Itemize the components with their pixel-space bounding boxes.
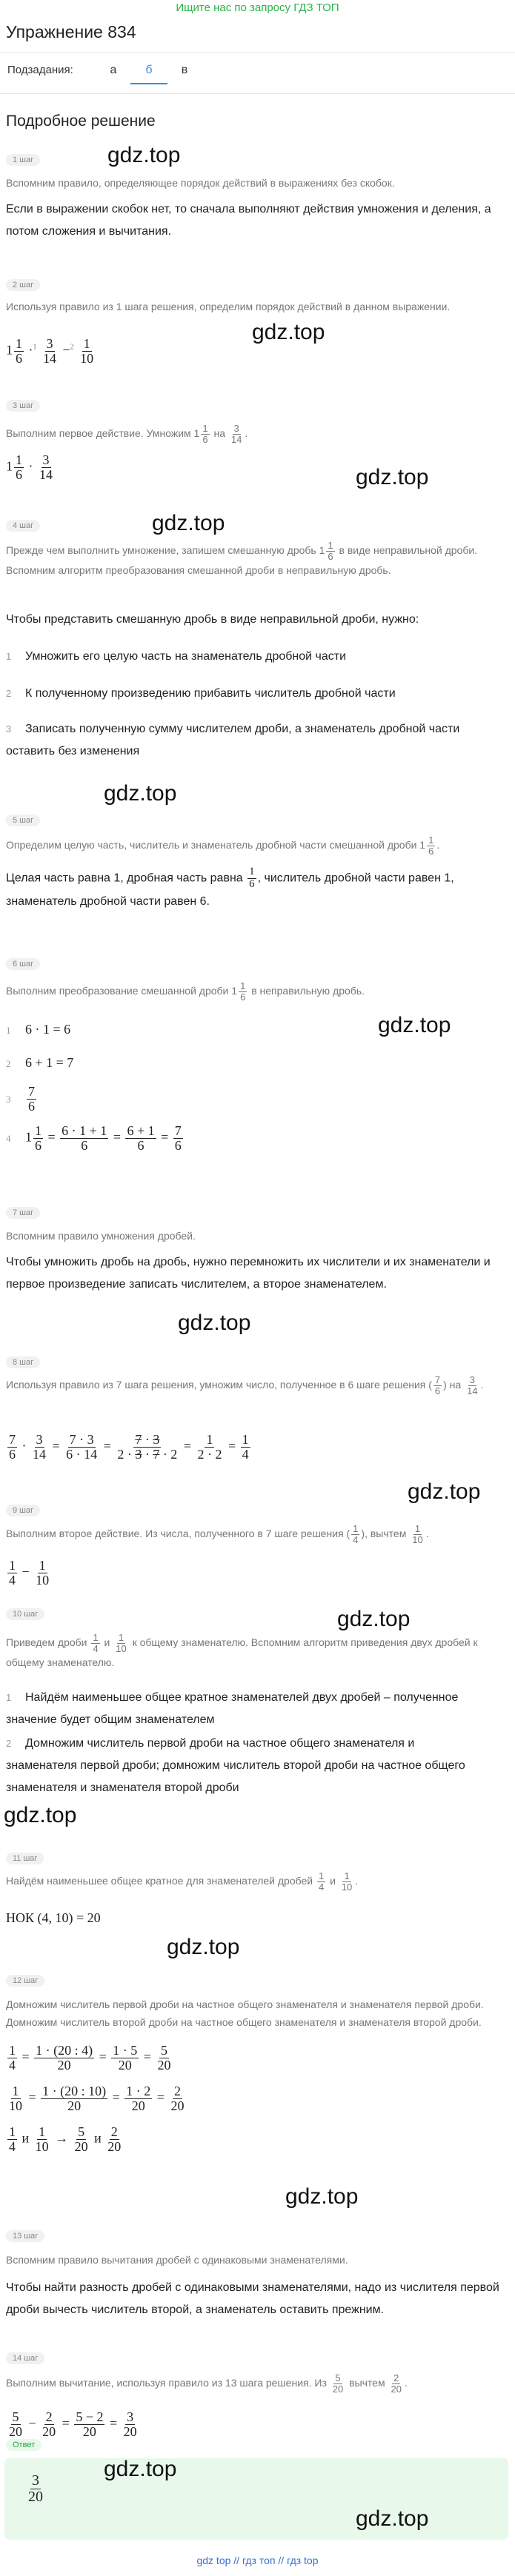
step-badge: 12 шаг: [6, 1973, 44, 1987]
step-muted-text: Вспомним правило вычитания дробей с одинаковыми знаменателями.: [6, 2254, 348, 2266]
answer-box: [4, 2458, 508, 2540]
step-muted-text: Используя правило из 1 шага решения, определим порядок действий в данном выражении.: [6, 301, 451, 312]
watermark: gdz.top: [104, 781, 177, 806]
rule-text: Чтобы найти разность дробей с одинаковыми знаменателями, надо из числителя первой дроби вычесть числитель второй, а знаменатель оставить прежним.: [6, 2281, 499, 2316]
divider: [0, 52, 515, 53]
calc-line: 3 $\frac{7}{6}$: [6, 1084, 35, 1114]
expression: $\frac{1}{4}$ − $\frac{1}{10}$: [9, 1558, 50, 1588]
subtasks-label: Подзадания:: [7, 64, 73, 76]
answer-badge: Ответ: [6, 2438, 41, 2451]
calc-line: $\frac{1}{4}$ и $\frac{1}{10}$ → $\frac{5}{20}$ и $\frac{2}{20}$: [9, 2124, 122, 2154]
watermark: gdz.top: [178, 1311, 251, 1335]
watermark: gdz.top: [104, 2457, 177, 2481]
solution-title: Подробное решение: [6, 113, 156, 130]
calc-line: 2 6 + 1 = 7: [6, 1055, 74, 1070]
watermark: gdz.top: [107, 143, 181, 167]
step-muted-text: Приведем дроби $\frac{1}{4}$ и $\frac{1}{10}$ к общему знаменателю. Вспомним алгоритм приведения двух дробей к общему знаменателю.: [6, 1632, 478, 1669]
step-badge: 2 шаг: [6, 278, 40, 291]
rule-text: Целая часть равна 1, дробная часть равна $\frac{1}{6}$ , числитель дробной части равен 1, знаменатель дробной части равен 6.: [6, 866, 454, 908]
step-badge: 9 шаг: [6, 1503, 40, 1516]
divider: [0, 93, 515, 94]
step-muted-text: Выполним преобразование смешанной дроби 1 $\frac{1}{6}$ в неправильную дробь.: [6, 980, 365, 1003]
step-muted-text: Выполним второе действие. Из числа, полученного в 7 шаге решения ( $\frac{1}{4}$ ), вычтем $\frac{1}{10}$ .: [6, 1523, 429, 1545]
watermark: gdz.top: [152, 511, 225, 535]
step-muted-text: Вспомним правило умножения дробей.: [6, 1230, 196, 1242]
calc-line: 4 1 $\frac{1}{6}$ = $\frac{6 \cdot 1 + 1}{6}$ = $\frac{6 + 1}{6}$ = $\frac{7}{6}$: [6, 1123, 182, 1153]
expression: 1 $\frac{1}{6}$ · $\frac{3}{14}$: [6, 452, 53, 482]
top-banner[interactable]: Ищите нас по запросу ГДЗ ТОП: [176, 1, 339, 14]
step-badge: 14 шаг: [6, 2351, 44, 2364]
step-badge: 6 шаг: [6, 957, 40, 970]
lcm-line: НОК (4, 10) = 20: [6, 1910, 101, 1925]
tab-a[interactable]: а: [110, 64, 117, 76]
step-badge: 5 шаг: [6, 813, 40, 826]
expression: 1 $\frac{1}{6}$ ·$^1$ $\frac{3}{14}$ −$^2$ $\frac{1}{10}$: [6, 336, 94, 366]
watermark: gdz.top: [4, 1803, 77, 1827]
step-muted-text: Домножим числитель первой дроби на частное общего знаменателя и знаменателя первой дроби. Домножим числитель второй дроби на частное общего знаменателя и знаменателя второй дроби.: [6, 1998, 484, 2028]
step-muted-text: Используя правило из 7 шага решения, умножим число, полученное в 6 шаге решения ( $\frac{7}{6}$ ) на $\frac{3}{14}$ .: [6, 1374, 484, 1396]
tab-v[interactable]: в: [181, 64, 188, 76]
calc-line: $\frac{1}{4}$ = $\frac{1 \cdot (20 : 4)}{20}$ = $\frac{1 \cdot 5}{20}$ = $\frac{5}{20}$: [9, 2043, 171, 2072]
step-badge: 10 шаг: [6, 1607, 44, 1620]
step-badge: 13 шаг: [6, 2229, 44, 2242]
step-muted-text: Выполним первое действие. Умножим 1 $\frac{1}{6}$ на $\frac{3}{14}$ .: [6, 423, 248, 445]
footer-links[interactable]: gdz top // гдз топ // гдз top: [196, 2555, 319, 2566]
watermark: gdz.top: [378, 1013, 451, 1037]
watermark: gdz.top: [252, 320, 325, 344]
list-item: 2 Домножим числитель первой дроби на частное общего знаменателя и знаменателя первой дроби; домножим числитель второй дроби на частное общего знаменателя и знаменателя второй дроби: [6, 1737, 465, 1794]
step-muted-text: Выполним вычитание, используя правило из 13 шага решения. Из $\frac{5}{20}$ вычтем $\frac{2}{20}$ .: [6, 2372, 408, 2395]
step-muted-text: Вспомним правило, определяющее порядок действий в выражениях без скобок.: [6, 177, 395, 189]
answer-value: $\frac{3}{20}$: [28, 2472, 43, 2505]
rule-text: Чтобы представить смешанную дробь в виде неправильной дроби, нужно:: [6, 613, 419, 626]
step-badge: 7 шаг: [6, 1205, 40, 1219]
watermark: gdz.top: [285, 2184, 359, 2209]
watermark: gdz.top: [337, 1607, 411, 1631]
calc-line: 1 6 · 1 = 6: [6, 1022, 71, 1037]
list-item: 1 Умножить его целую часть на знаменатель дробной части: [6, 650, 347, 663]
watermark: gdz.top: [167, 1935, 240, 1959]
expression: $\frac{5}{20}$ − $\frac{2}{20}$ = $\frac{5 - 2}{20}$ = $\frac{3}{20}$: [9, 2409, 137, 2439]
list-item: 3 Записать полученную сумму числителем дроби, а знаменатель дробной части оставить без изменения: [6, 723, 460, 757]
step-muted-text: Прежде чем выполнить умножение, запишем смешанную дробь 1 $\frac{1}{6}$ в виде неправильной дроби. Вспомним алгоритм преобразования смешанной дроби в неправильную дробь.: [6, 540, 478, 577]
list-item: 1 Найдём наименьшее общее кратное знаменателей двух дробей – полученное значение будет общим знаменателем: [6, 1691, 459, 1726]
expression: $\frac{7}{6}$ · $\frac{3}{14}$ = $\frac{7 \cdot 3}{6 \cdot 14}$ = $\frac{7 \cdot 3}{2 \cdot 3 \cdot 7 \cdot 2}$ = $\frac{1}{2 \cdot 2}$ = $\frac{1}{4}$: [9, 1432, 249, 1462]
tab-b[interactable]: б: [130, 58, 167, 84]
step-badge: 3 шаг: [6, 398, 40, 412]
rule-text: Чтобы умножить дробь на дробь, нужно перемножить их числители и их знаменатели и первое произведение записать числителем, а второе знаменателем.: [6, 1256, 491, 1291]
step-badge: 11 шаг: [6, 1851, 44, 1864]
list-item: 2 К полученному произведению прибавить числитель дробной части: [6, 687, 396, 700]
watermark: gdz.top: [356, 2506, 429, 2531]
rule-text: Если в выражении скобок нет, то сначала выполняют действия умножения и деления, а потом сложения и вычитания.: [6, 203, 491, 238]
page-title: Упражнение 834: [6, 22, 136, 41]
watermark: gdz.top: [408, 1479, 481, 1504]
calc-line: $\frac{1}{10}$ = $\frac{1 \cdot (20 : 10)}{20}$ = $\frac{1 \cdot 2}{20}$ = $\frac{2}{20}$: [9, 2084, 185, 2113]
step-muted-text: Определим целую часть, числитель и знаменатель дробной части смешанной дроби 1 $\frac{1}{6}$ .: [6, 834, 440, 857]
step-badge: 4 шаг: [6, 518, 40, 532]
step-badge: 1 шаг: [6, 153, 40, 166]
step-muted-text: Найдём наименьшее общее кратное для знаменателей дробей $\frac{1}{4}$ и $\frac{1}{10}$ .: [6, 1870, 359, 1893]
watermark: gdz.top: [356, 465, 429, 489]
step-badge: 8 шаг: [6, 1355, 40, 1368]
